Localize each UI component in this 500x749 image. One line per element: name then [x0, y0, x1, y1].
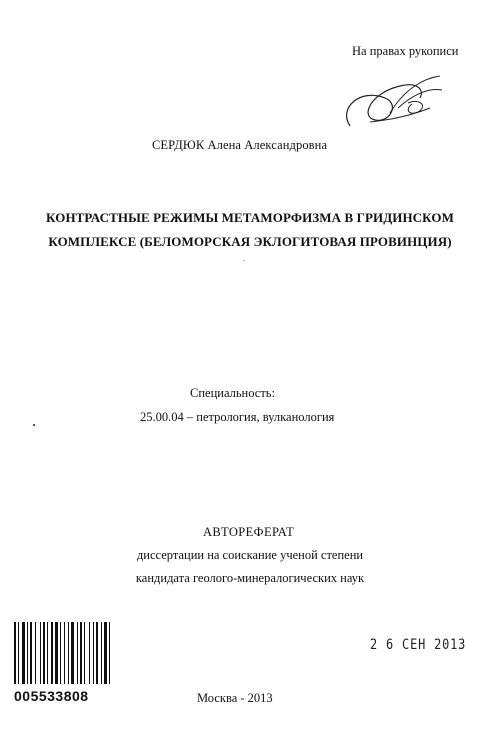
rights-notice: На правах рукописи: [352, 44, 459, 58]
barcode-number: 005533808: [14, 688, 89, 704]
scan-speck: [243, 260, 245, 261]
barcode-bar: [77, 622, 78, 684]
abstract-line-1: диссертации на соискание ученой степени: [136, 548, 364, 562]
barcode-bar: [89, 622, 90, 684]
barcode-bar: [64, 622, 65, 684]
barcode-bar: [40, 622, 41, 684]
title-line-1: КОНТРАСТНЫЕ РЕЖИМЫ МЕТАМОРФИЗМА В ГРИДИНСКОМ: [46, 210, 454, 225]
barcode-bar: [55, 622, 58, 684]
barcode-bar: [35, 622, 36, 684]
specialty-label: Специальность:: [190, 386, 275, 400]
barcode-bar: [101, 622, 102, 684]
dissertation-title: [0, 206, 500, 254]
barcode-bar: [71, 622, 74, 684]
author-name: СЕРДЮК Алена Александровна: [152, 138, 328, 152]
barcode-bar: [51, 622, 53, 684]
barcode-bar: [68, 622, 69, 684]
barcode-icon: [13, 622, 135, 684]
barcode-bar: [104, 622, 107, 684]
barcode-bar: [43, 622, 45, 684]
barcode-bar: [27, 622, 28, 684]
abstract-line-2: кандидата геолого-минералогических наук: [135, 571, 365, 585]
title-line-2: КОМПЛЕКСЕ (БЕЛОМОРСКАЯ ЭКЛОГИТОВАЯ ПРОВИНЦИЯ): [48, 234, 452, 249]
abstract-heading: АВТОРЕФЕРАТ: [203, 525, 295, 539]
barcode-bar: [30, 622, 32, 684]
barcode-bar: [96, 622, 98, 684]
barcode-bar: [60, 622, 61, 684]
barcode-bar: [22, 622, 25, 684]
date-stamp: 2 6 СЕН 2013: [370, 637, 467, 653]
barcode-bar: [109, 622, 110, 684]
signature-icon: [330, 68, 460, 138]
barcode-bar: [18, 622, 19, 684]
place-and-year: Москва - 2013: [197, 691, 273, 705]
barcode-bar: [14, 622, 16, 684]
scan-speck: [33, 424, 35, 426]
barcode-bar: [84, 622, 85, 684]
barcode-bar: [80, 622, 82, 684]
specialty-value: 25.00.04 – петрология, вулканология: [140, 410, 335, 424]
barcode-bar: [93, 622, 94, 684]
barcode-bar: [47, 622, 48, 684]
